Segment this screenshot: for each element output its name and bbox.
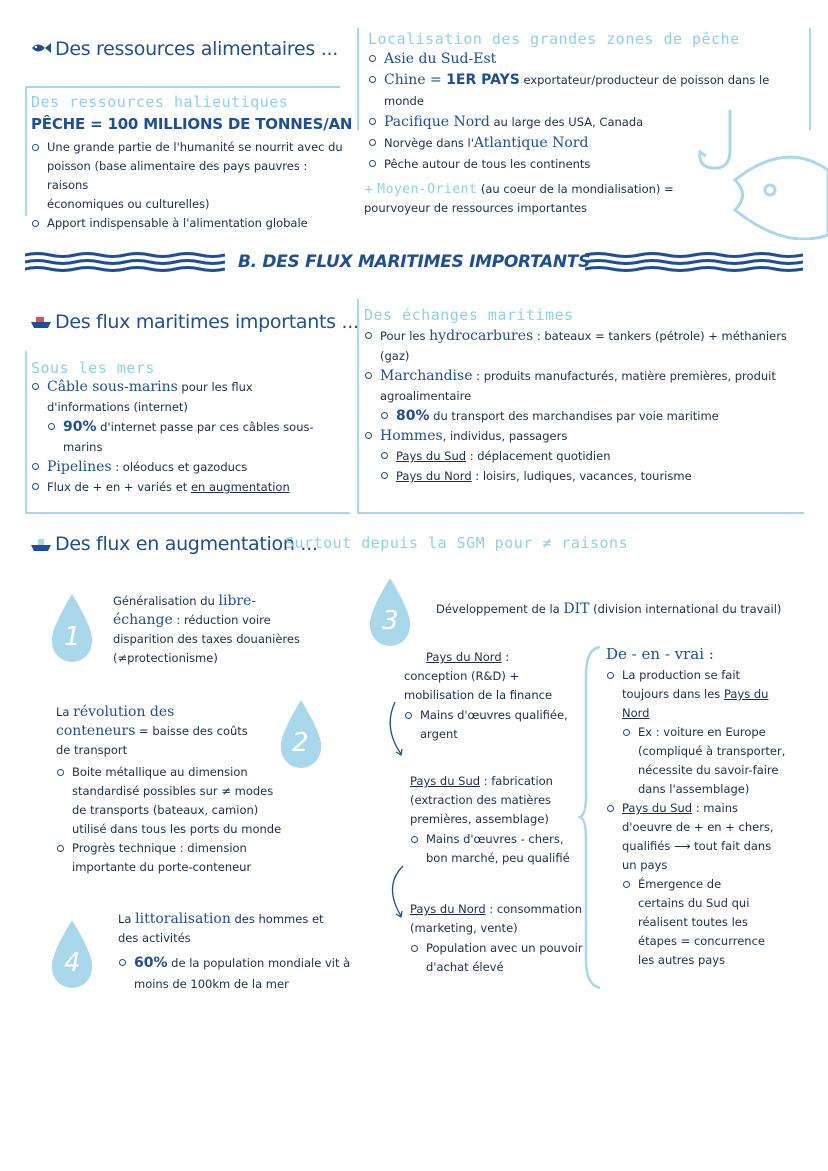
fish-icon	[30, 40, 52, 59]
list-item: Hommes, individus, passagers Pays du Sud : déplacement quotidien Pays du Nord : loisirs, ludiques, vacances, tourisme	[364, 426, 794, 486]
list-item: Pacifique Nord au large des USA, Canada	[368, 112, 808, 133]
list-item: Population avec un pouvoir d'achat élevé	[410, 939, 590, 977]
drop-number-1: 1	[64, 622, 81, 652]
point-3-dit: Développement de la DIT (division international du travail)	[436, 601, 782, 617]
list-item: 90% d'internet passe par ces câbles sous- marins	[47, 417, 341, 457]
arrow-icon	[383, 700, 409, 760]
list-item: Câble sous-marins pour les flux d'informations (internet) 90% d'internet passe par ces câbles sous- marins	[31, 377, 341, 457]
list-item: Norvège dans l'Atlantique Nord	[368, 133, 808, 154]
banner-title: B. DES FLUX MARITIMES IMPORTANTS	[238, 252, 591, 272]
subtitle-halieutiques: Des ressources halieutiques	[31, 93, 289, 111]
point-2-conteneurs: La révolution des conteneurs = baisse des coûts de transport	[56, 704, 248, 757]
en-vrai-list	[606, 666, 796, 970]
moyen-orient-note: + Moyen-Orient (au coeur de la mondialisation) = pourvoyeur de ressources importantes	[364, 182, 674, 215]
list-item: Asie du Sud-Est	[368, 49, 808, 70]
dit-sud-fabrication: Pays du Sud : fabrication (extraction des matières premières, assemblage)	[410, 774, 553, 826]
list-item: Mains d'œuvres - chers, bon marché, peu qualifié	[410, 830, 590, 868]
littoralisation-list	[118, 953, 358, 995]
peche-stat: PÊCHE = 100 MILLIONS DE TONNES/AN	[31, 115, 353, 133]
dit-sud-list	[410, 830, 590, 868]
section-title-flux: Des flux maritimes importants ...	[55, 311, 359, 333]
point-1-libre-echange: Généralisation du libre- échange : réduction voire disparition des taxes douanières (≠protectionisme)	[113, 593, 300, 665]
list-item: Pays du Sud : déplacement quotidien	[380, 446, 794, 466]
arrow-icon	[383, 862, 409, 922]
list-item: Chine = 1ER PAYS exportateur/producteur de poisson dans le monde	[368, 70, 808, 112]
point-4-littoralisation: La littoralisation des hommes et des activités	[118, 911, 324, 945]
conteneurs-list	[56, 763, 296, 877]
banner-wave-right	[585, 252, 803, 272]
list-item: Une grande partie de l'humanité se nourrit avec du poisson (base alimentaire des pays pauvres : raisons économiques ou culturelles)	[31, 138, 351, 214]
list-item: Flux de + en + variés et en augmentation	[31, 477, 341, 497]
sous-mers-list	[31, 377, 341, 497]
list-item: 60% de la population mondiale vit à moins de 100km de la mer	[118, 953, 358, 995]
list-item: Marchandise : produits manufacturés, matière premières, produit agroalimentaire 80% du transport des marchandises par voie maritime	[364, 366, 794, 426]
list-item: Pays du Nord : loisirs, ludiques, vacances, tourisme	[380, 466, 794, 486]
subtitle-zones: Localisation des grandes zones de pêche	[368, 30, 740, 48]
list-item: La production se fait toujours dans les Pays du Nord Ex : voiture en Europe (compliqué à transporter, nécessite du savoir-faire dans l'assemblage)	[606, 666, 796, 799]
fish-hook-icon	[690, 100, 828, 243]
ship-icon	[30, 537, 52, 556]
echanges-list	[364, 326, 794, 486]
list-item: Apport indispensable à l'alimentation globale	[31, 214, 351, 233]
list-item: Émergence de certains du Sud qui réalisent toutes les étapes = concurrence les autres pays	[622, 875, 796, 970]
dit-consommation-list	[410, 939, 590, 977]
section-title-augmentation: Des flux en augmentation ...	[55, 533, 318, 555]
dit-nord-list	[404, 706, 584, 744]
dit-nord-conception: Pays du Nord : conception (R&D) + mobilisation de la finance	[404, 650, 553, 702]
list-item: Boite métallique au dimension standardisé possibles sur ≠ modes de transports (bateaux, camion) utilisé dans tous les ports du monde	[56, 763, 296, 839]
ship-icon	[30, 314, 52, 333]
list-item: Pêche autour de tous les continents	[368, 154, 808, 175]
list-item: Progrès technique : dimension importante du porte-conteneur	[56, 839, 296, 877]
en-vrai-title: De - en - vrai :	[606, 645, 714, 663]
list-item: Ex : voiture en Europe (compliqué à transporter, nécessite du savoir-faire dans l'assemblage)	[622, 723, 796, 799]
list-item: Pipelines : oléoducs et gazoducs	[31, 457, 341, 477]
dit-nord-consommation: Pays du Nord : consommation (marketing, vente)	[410, 902, 582, 935]
subtitle-sous-mers: Sous les mers	[31, 359, 155, 377]
banner-wave-left	[25, 252, 225, 272]
ressources-list	[31, 138, 351, 233]
section-title-ressources: Des ressources alimentaires ...	[55, 38, 338, 60]
list-item: 80% du transport des marchandises par voie maritime	[380, 406, 794, 426]
list-item: Pays du Sud : mains d'oeuvre de + en + chers, qualifiés ⟶ tout fait dans un pays Émergence de certains du Sud qui réalisent toutes les étapes = concurrence les autres pays	[606, 799, 796, 970]
subtitle-echanges: Des échanges maritimes	[364, 306, 574, 324]
subtitle-sgm: Surtout depuis la SGM pour ≠ raisons	[285, 534, 629, 552]
list-item: Pour les hydrocarbures : bateaux = tankers (pétrole) + méthaniers (gaz)	[364, 326, 794, 366]
drop-number-3: 3	[382, 606, 399, 636]
brace-divider	[578, 645, 604, 990]
drop-number-2: 2	[292, 728, 309, 758]
list-item: Mains d'œuvres qualifiée, argent	[404, 706, 584, 744]
drop-number-4: 4	[64, 948, 81, 978]
